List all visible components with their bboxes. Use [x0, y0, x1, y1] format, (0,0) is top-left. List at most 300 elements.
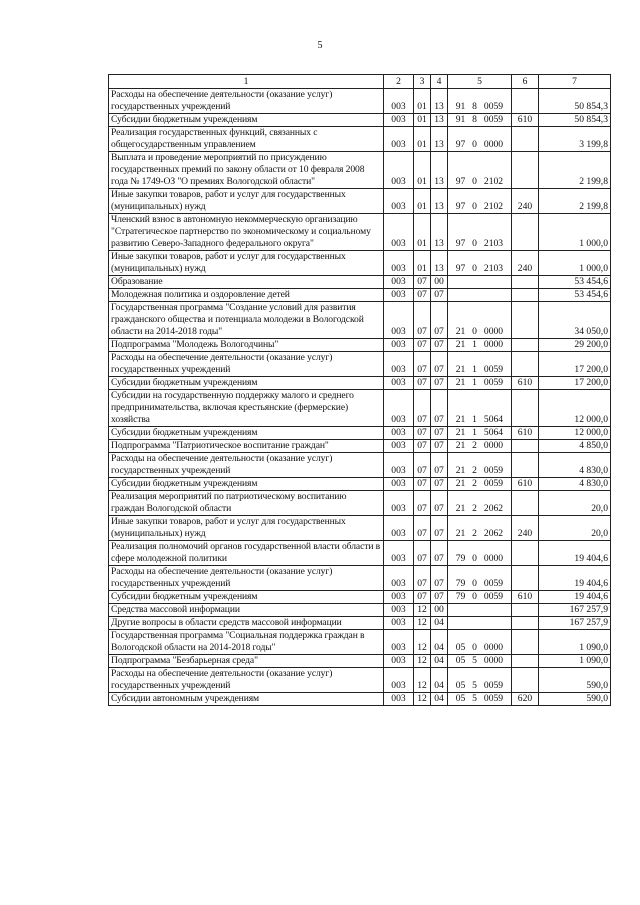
code-subsection: 13: [431, 127, 448, 152]
row-name: Реализация мероприятий по патриотическому воспитанию граждан Вологодской области: [109, 491, 384, 516]
target-subprogram: 5: [472, 655, 477, 666]
target-subprogram: 1: [472, 377, 477, 388]
table-row: [109, 114, 611, 127]
target-program: 79: [455, 553, 466, 564]
target-direction: 0059: [483, 478, 504, 489]
code-subsection: 04: [431, 630, 448, 655]
column-header: 3: [414, 75, 431, 89]
row-name: Подпрограмма "Безбарьерная среда": [109, 655, 384, 668]
row-name: Подпрограмма "Патриотическое воспитание граждан": [109, 440, 384, 453]
row-name: Членский взнос в автономную некоммерческую организацию "Стратегическое партнерство по экономическому и социальному развитию Северо-Западного федерального округа": [109, 214, 384, 251]
target-article: [448, 617, 512, 630]
expense-type: [512, 668, 539, 693]
amount: 4 850,0: [539, 440, 611, 453]
code-subsection: 07: [431, 453, 448, 478]
target-direction: 0059: [483, 591, 504, 602]
code-section: 07: [414, 541, 431, 566]
amount: 1 000,0: [539, 251, 611, 276]
target-direction: 2102: [483, 176, 504, 187]
column-header: 7: [539, 75, 611, 89]
code-ministry: 003: [384, 152, 414, 189]
amount: 50 854,3: [539, 89, 611, 114]
target-subprogram: 0: [472, 326, 477, 337]
amount: 19 404,6: [539, 566, 611, 591]
amount: 2 199,8: [539, 189, 611, 214]
target-article: [448, 668, 512, 693]
table-row: [109, 566, 611, 591]
row-name: Субсидии бюджетным учреждениям: [109, 114, 384, 127]
code-subsection: 04: [431, 668, 448, 693]
target-subprogram: 5: [472, 680, 477, 691]
target-program: 97: [455, 176, 466, 187]
code-subsection: 00: [431, 604, 448, 617]
code-ministry: 003: [384, 478, 414, 491]
target-direction: 0059: [483, 693, 504, 704]
code-ministry: 003: [384, 89, 414, 114]
table-row: [109, 152, 611, 189]
row-name: Расходы на обеспечение деятельности (оказание услуг) государственных учреждений: [109, 566, 384, 591]
table-row: [109, 276, 611, 289]
target-program: 91: [455, 101, 466, 112]
row-name: Субсидии бюджетным учреждениям: [109, 591, 384, 604]
code-subsection: 00: [431, 276, 448, 289]
target-subprogram: 8: [472, 101, 477, 112]
code-section: 01: [414, 189, 431, 214]
code-ministry: 003: [384, 302, 414, 339]
code-subsection: 13: [431, 214, 448, 251]
code-subsection: 07: [431, 541, 448, 566]
target-subprogram: 2: [472, 478, 477, 489]
amount: 590,0: [539, 668, 611, 693]
code-section: 07: [414, 276, 431, 289]
target-article: [448, 289, 512, 302]
target-direction: 0000: [483, 553, 504, 564]
expense-type: 610: [512, 377, 539, 390]
code-ministry: 003: [384, 604, 414, 617]
target-subprogram: 2: [472, 465, 477, 476]
code-subsection: 07: [431, 478, 448, 491]
target-subprogram: 8: [472, 114, 477, 125]
target-direction: 0059: [483, 578, 504, 589]
header-row: [109, 75, 611, 89]
code-ministry: 003: [384, 127, 414, 152]
table-row: [109, 668, 611, 693]
target-article: [448, 390, 512, 427]
amount: 20,0: [539, 516, 611, 541]
row-name: Субсидии автономным учреждениям: [109, 693, 384, 706]
target-article: [448, 427, 512, 440]
row-name: Молодежная политика и оздоровление детей: [109, 289, 384, 302]
code-ministry: 003: [384, 566, 414, 591]
code-section: 07: [414, 352, 431, 377]
target-article: [448, 339, 512, 352]
column-header: 2: [384, 75, 414, 89]
row-name: Субсидии бюджетным учреждениям: [109, 377, 384, 390]
target-direction: 0000: [483, 139, 504, 150]
target-program: 97: [455, 263, 466, 274]
column-header: 4: [431, 75, 448, 89]
target-subprogram: 0: [472, 642, 477, 653]
target-subprogram: 1: [472, 364, 477, 375]
table-row: [109, 440, 611, 453]
target-article: [448, 276, 512, 289]
column-header: 6: [512, 75, 539, 89]
target-article: [448, 516, 512, 541]
expense-type: [512, 491, 539, 516]
code-subsection: 07: [431, 427, 448, 440]
table-row: [109, 377, 611, 390]
row-name: Выплата и проведение мероприятий по присуждению государственных премий по закону области от 10 февраля 2008 года № 1749-ОЗ "О премиях Вологодской области": [109, 152, 384, 189]
expense-type: [512, 440, 539, 453]
code-subsection: 07: [431, 352, 448, 377]
code-subsection: 07: [431, 566, 448, 591]
amount: 1 090,0: [539, 630, 611, 655]
code-ministry: 003: [384, 655, 414, 668]
target-subprogram: 0: [472, 176, 477, 187]
code-ministry: 003: [384, 339, 414, 352]
target-article: [448, 655, 512, 668]
target-subprogram: 0: [472, 591, 477, 602]
table-row: [109, 617, 611, 630]
expense-type: 610: [512, 591, 539, 604]
target-program: 21: [455, 414, 466, 425]
code-section: 07: [414, 566, 431, 591]
code-section: 12: [414, 630, 431, 655]
target-direction: 0000: [483, 440, 504, 451]
table-row: [109, 541, 611, 566]
table-row: [109, 214, 611, 251]
target-subprogram: 2: [472, 528, 477, 539]
row-name: Расходы на обеспечение деятельности (оказание услуг) государственных учреждений: [109, 352, 384, 377]
code-section: 07: [414, 591, 431, 604]
budget-table: [108, 74, 611, 706]
code-section: 12: [414, 604, 431, 617]
code-subsection: 07: [431, 390, 448, 427]
target-direction: 0059: [483, 465, 504, 476]
code-subsection: 07: [431, 339, 448, 352]
code-section: 12: [414, 668, 431, 693]
page-number: 5: [317, 40, 323, 51]
target-article: [448, 377, 512, 390]
expense-type: 240: [512, 189, 539, 214]
amount: 3 199,8: [539, 127, 611, 152]
target-subprogram: 0: [472, 201, 477, 212]
expense-type: [512, 390, 539, 427]
target-program: 79: [455, 591, 466, 602]
table-row: [109, 630, 611, 655]
expense-type: [512, 339, 539, 352]
target-subprogram: 0: [472, 263, 477, 274]
row-name: Реализация государственных функций, связанных с общегосударственным управлением: [109, 127, 384, 152]
code-section: 07: [414, 390, 431, 427]
expense-type: [512, 604, 539, 617]
code-subsection: 04: [431, 693, 448, 706]
code-section: 07: [414, 377, 431, 390]
target-article: [448, 189, 512, 214]
target-direction: 0059: [483, 364, 504, 375]
code-ministry: 003: [384, 214, 414, 251]
table-row: [109, 289, 611, 302]
amount: 12 000,0: [539, 390, 611, 427]
amount: 50 854,3: [539, 114, 611, 127]
target-program: 21: [455, 503, 466, 514]
target-article: [448, 630, 512, 655]
table-row: [109, 352, 611, 377]
code-subsection: 13: [431, 89, 448, 114]
row-name: Иные закупки товаров, работ и услуг для государственных (муниципальных) нужд: [109, 189, 384, 214]
target-direction: 2102: [483, 201, 504, 212]
target-subprogram: 0: [472, 578, 477, 589]
amount: 20,0: [539, 491, 611, 516]
code-ministry: 003: [384, 591, 414, 604]
row-name: Расходы на обеспечение деятельности (оказание услуг) государственных учреждений: [109, 89, 384, 114]
target-subprogram: 0: [472, 238, 477, 249]
expense-type: [512, 541, 539, 566]
code-subsection: 07: [431, 516, 448, 541]
code-ministry: 003: [384, 440, 414, 453]
target-direction: 2103: [483, 238, 504, 249]
code-ministry: 003: [384, 630, 414, 655]
code-section: 07: [414, 516, 431, 541]
target-program: 05: [455, 680, 466, 691]
expense-type: [512, 276, 539, 289]
row-name: Подпрограмма "Молодежь Вологодчины": [109, 339, 384, 352]
table-row: [109, 655, 611, 668]
amount: 53 454,6: [539, 276, 611, 289]
code-ministry: 003: [384, 516, 414, 541]
amount: 29 200,0: [539, 339, 611, 352]
code-section: 12: [414, 655, 431, 668]
table-row: [109, 591, 611, 604]
code-ministry: 003: [384, 617, 414, 630]
amount: 53 454,6: [539, 289, 611, 302]
target-program: 21: [455, 440, 466, 451]
code-ministry: 003: [384, 251, 414, 276]
table-row: [109, 127, 611, 152]
column-header: 1: [109, 75, 384, 89]
row-name: Иные закупки товаров, работ и услуг для государственных (муниципальных) нужд: [109, 251, 384, 276]
target-subprogram: 1: [472, 339, 477, 350]
target-subprogram: 1: [472, 414, 477, 425]
amount: 4 830,0: [539, 453, 611, 478]
target-direction: 2062: [483, 528, 504, 539]
target-program: 97: [455, 139, 466, 150]
row-name: Расходы на обеспечение деятельности (оказание услуг) государственных учреждений: [109, 668, 384, 693]
code-subsection: 07: [431, 491, 448, 516]
amount: 19 404,6: [539, 541, 611, 566]
code-section: 12: [414, 693, 431, 706]
code-subsection: 04: [431, 655, 448, 668]
table-row: [109, 693, 611, 706]
target-subprogram: 0: [472, 553, 477, 564]
amount: 17 200,0: [539, 377, 611, 390]
code-subsection: 13: [431, 152, 448, 189]
code-section: 01: [414, 89, 431, 114]
target-article: [448, 693, 512, 706]
code-section: 07: [414, 478, 431, 491]
expense-type: 620: [512, 693, 539, 706]
expense-type: 610: [512, 427, 539, 440]
expense-type: 240: [512, 251, 539, 276]
target-direction: 0000: [483, 326, 504, 337]
row-name: Другие вопросы в области средств массовой информации: [109, 617, 384, 630]
table-row: [109, 604, 611, 617]
code-subsection: 07: [431, 289, 448, 302]
target-direction: 5064: [483, 427, 504, 438]
target-program: 91: [455, 114, 466, 125]
target-program: 21: [455, 364, 466, 375]
target-article: [448, 566, 512, 591]
target-program: 97: [455, 201, 466, 212]
amount: 4 830,0: [539, 478, 611, 491]
expense-type: [512, 214, 539, 251]
target-program: 21: [455, 377, 466, 388]
code-ministry: 003: [384, 352, 414, 377]
expense-type: [512, 152, 539, 189]
code-section: 01: [414, 251, 431, 276]
row-name: Субсидии бюджетным учреждениям: [109, 478, 384, 491]
code-section: 07: [414, 302, 431, 339]
code-ministry: 003: [384, 427, 414, 440]
target-direction: 0000: [483, 655, 504, 666]
target-program: 21: [455, 465, 466, 476]
expense-type: 610: [512, 478, 539, 491]
table-row: [109, 89, 611, 114]
code-section: 01: [414, 127, 431, 152]
code-section: 01: [414, 152, 431, 189]
row-name: Средства массовой информации: [109, 604, 384, 617]
code-section: 07: [414, 491, 431, 516]
target-program: 05: [455, 642, 466, 653]
code-ministry: 003: [384, 276, 414, 289]
target-article: [448, 352, 512, 377]
column-header: 5: [448, 75, 512, 89]
target-program: 21: [455, 326, 466, 337]
code-ministry: 003: [384, 114, 414, 127]
target-program: 79: [455, 578, 466, 589]
target-article: [448, 114, 512, 127]
target-direction: 0059: [483, 114, 504, 125]
code-subsection: 07: [431, 302, 448, 339]
code-ministry: 003: [384, 390, 414, 427]
expense-type: 610: [512, 114, 539, 127]
target-article: [448, 440, 512, 453]
target-direction: 5064: [483, 414, 504, 425]
code-ministry: 003: [384, 189, 414, 214]
amount: 19 404,6: [539, 591, 611, 604]
table-row: [109, 390, 611, 427]
target-article: [448, 152, 512, 189]
table-row: [109, 339, 611, 352]
target-subprogram: 2: [472, 503, 477, 514]
table-row: [109, 453, 611, 478]
table-row: [109, 302, 611, 339]
target-article: [448, 251, 512, 276]
table-row: [109, 251, 611, 276]
expense-type: [512, 302, 539, 339]
code-ministry: 003: [384, 668, 414, 693]
amount: 1 090,0: [539, 655, 611, 668]
table-row: [109, 491, 611, 516]
target-program: 05: [455, 693, 466, 704]
row-name: Иные закупки товаров, работ и услуг для государственных (муниципальных) нужд: [109, 516, 384, 541]
code-ministry: 003: [384, 541, 414, 566]
code-subsection: 07: [431, 440, 448, 453]
expense-type: [512, 566, 539, 591]
code-subsection: 07: [431, 377, 448, 390]
target-subprogram: 0: [472, 139, 477, 150]
amount: 12 000,0: [539, 427, 611, 440]
code-subsection: 13: [431, 114, 448, 127]
row-name: Государственная программа "Создание условий для развития гражданского общества и потенциала молодежи в Вологодской области на 2014-2018 годы": [109, 302, 384, 339]
target-program: 21: [455, 528, 466, 539]
target-article: [448, 302, 512, 339]
row-name: Реализация полномочий органов государственной власти области в сфере молодежной политики: [109, 541, 384, 566]
expense-type: [512, 89, 539, 114]
target-article: [448, 453, 512, 478]
code-section: 01: [414, 214, 431, 251]
table-row: [109, 478, 611, 491]
expense-type: 240: [512, 516, 539, 541]
target-subprogram: 2: [472, 440, 477, 451]
code-subsection: 04: [431, 617, 448, 630]
row-name: Субсидии бюджетным учреждениям: [109, 427, 384, 440]
target-subprogram: 5: [472, 693, 477, 704]
amount: 2 199,8: [539, 152, 611, 189]
code-subsection: 13: [431, 189, 448, 214]
row-name: Государственная программа "Социальная поддержка граждан в Вологодской области на 2014-2018 годы": [109, 630, 384, 655]
amount: 34 050,0: [539, 302, 611, 339]
target-article: [448, 541, 512, 566]
row-name: Расходы на обеспечение деятельности (оказание услуг) государственных учреждений: [109, 453, 384, 478]
table-row: [109, 427, 611, 440]
target-direction: 0000: [483, 642, 504, 653]
expense-type: [512, 655, 539, 668]
code-ministry: 003: [384, 289, 414, 302]
target-article: [448, 591, 512, 604]
expense-type: [512, 127, 539, 152]
row-name: Субсидии на государственную поддержку малого и среднего предпринимательства, включая крестьянские (фермерские) хозяйства: [109, 390, 384, 427]
table-row: [109, 516, 611, 541]
target-direction: 0059: [483, 680, 504, 691]
row-name: Образование: [109, 276, 384, 289]
code-section: 12: [414, 617, 431, 630]
amount: 590,0: [539, 693, 611, 706]
target-article: [448, 89, 512, 114]
code-ministry: 003: [384, 453, 414, 478]
expense-type: [512, 617, 539, 630]
target-direction: 0000: [483, 339, 504, 350]
code-section: 01: [414, 114, 431, 127]
code-subsection: 13: [431, 251, 448, 276]
target-program: 21: [455, 339, 466, 350]
code-section: 07: [414, 427, 431, 440]
table-row: [109, 189, 611, 214]
target-article: [448, 478, 512, 491]
amount: 167 257,9: [539, 617, 611, 630]
amount: 167 257,9: [539, 604, 611, 617]
code-subsection: 07: [431, 591, 448, 604]
target-article: [448, 604, 512, 617]
code-section: 07: [414, 339, 431, 352]
expense-type: [512, 453, 539, 478]
amount: 1 000,0: [539, 214, 611, 251]
target-program: 97: [455, 238, 466, 249]
target-subprogram: 1: [472, 427, 477, 438]
amount: 17 200,0: [539, 352, 611, 377]
target-article: [448, 127, 512, 152]
code-ministry: 003: [384, 693, 414, 706]
